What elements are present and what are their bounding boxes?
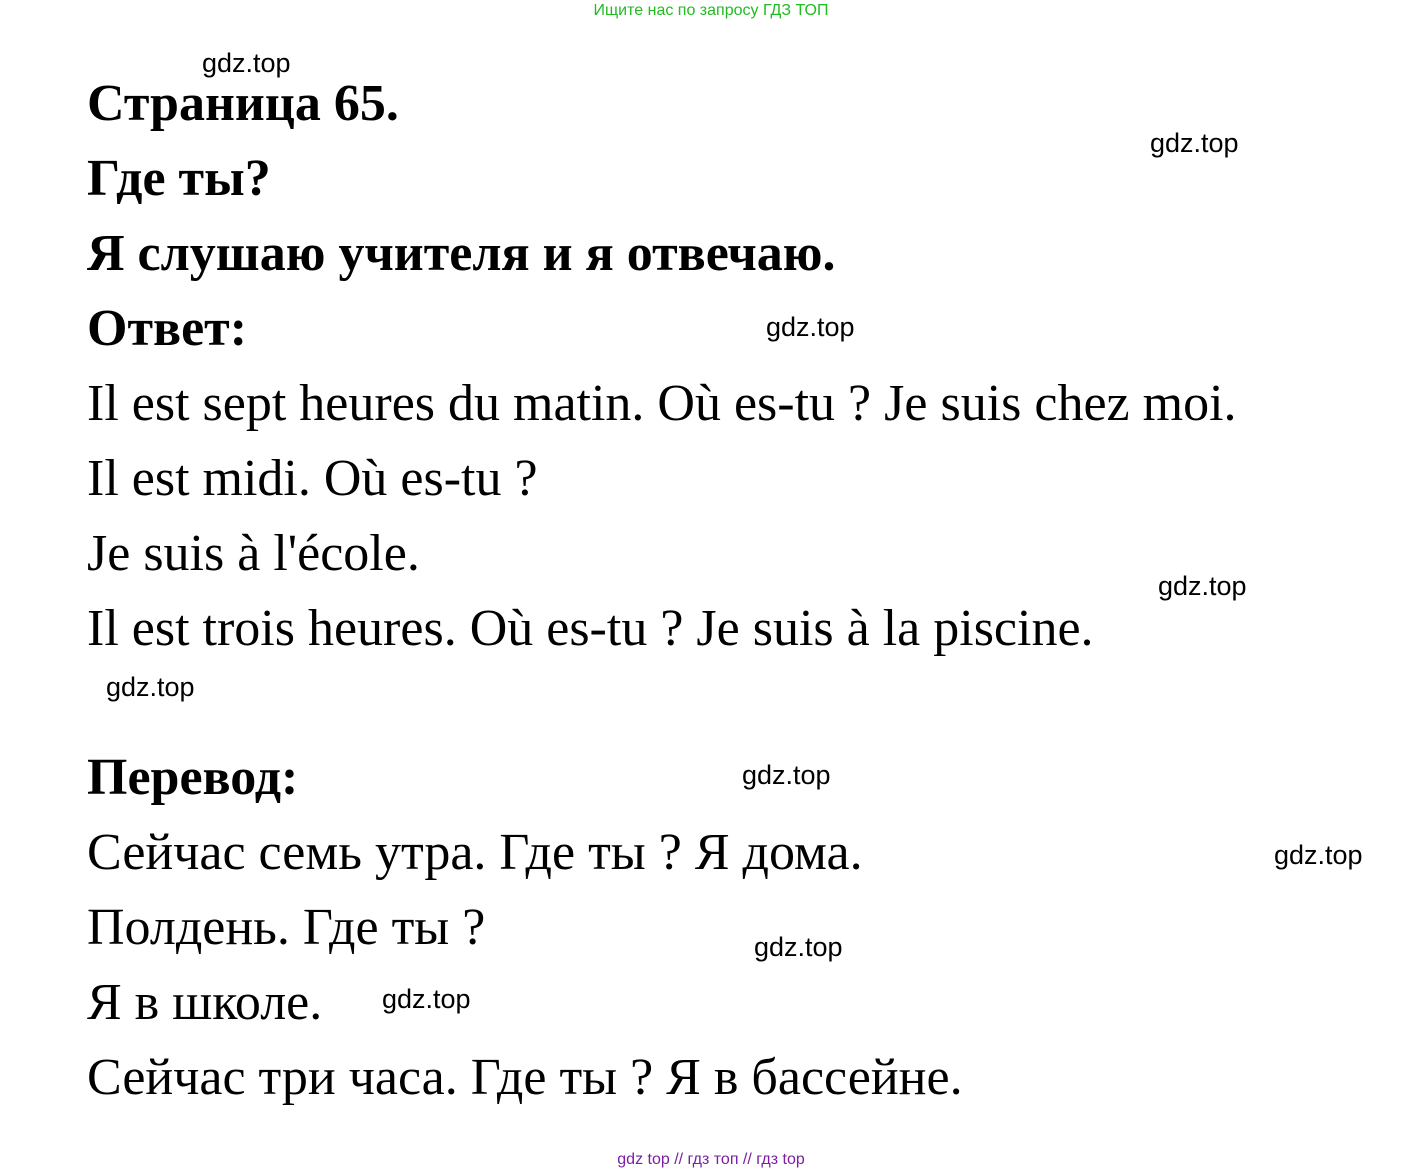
top-banner: Ищите нас по запросу ГДЗ ТОП: [593, 2, 829, 19]
watermark: gdz.top: [754, 932, 843, 962]
watermark: gdz.top: [742, 760, 831, 790]
answer-label: Ответ:: [87, 300, 248, 357]
translation-line: Полдень. Где ты ?: [87, 899, 486, 956]
watermark: gdz.top: [1274, 840, 1363, 870]
answer-line: Il est midi. Où es-tu ?: [87, 450, 538, 507]
footer-links: gdz top // гдз топ // гдз top: [617, 1151, 805, 1168]
page-number-heading: Страница 65.: [87, 75, 399, 132]
watermark: gdz.top: [202, 48, 291, 78]
exercise-title: Где ты?: [87, 150, 271, 207]
translation-line: Сейчас три часа. Где ты ? Я в бассейне.: [87, 1049, 963, 1106]
answer-line: Il est sept heures du matin. Où es-tu ? Je suis chez moi.: [87, 375, 1237, 432]
watermark: gdz.top: [1150, 128, 1239, 158]
translation-line: Сейчас семь утра. Где ты ? Я дома.: [87, 824, 863, 881]
watermark: gdz.top: [766, 312, 855, 342]
watermark: gdz.top: [382, 984, 471, 1014]
translation-line: Я в школе.: [87, 974, 323, 1031]
watermark: gdz.top: [106, 672, 195, 702]
translation-label: Перевод:: [87, 749, 299, 806]
answer-line: Il est trois heures. Où es-tu ? Je suis à la piscine.: [87, 600, 1094, 657]
watermark: gdz.top: [1158, 571, 1247, 601]
answer-line: Je suis à l'école.: [87, 525, 420, 582]
task-instruction: Я слушаю учителя и я отвечаю.: [87, 225, 836, 282]
